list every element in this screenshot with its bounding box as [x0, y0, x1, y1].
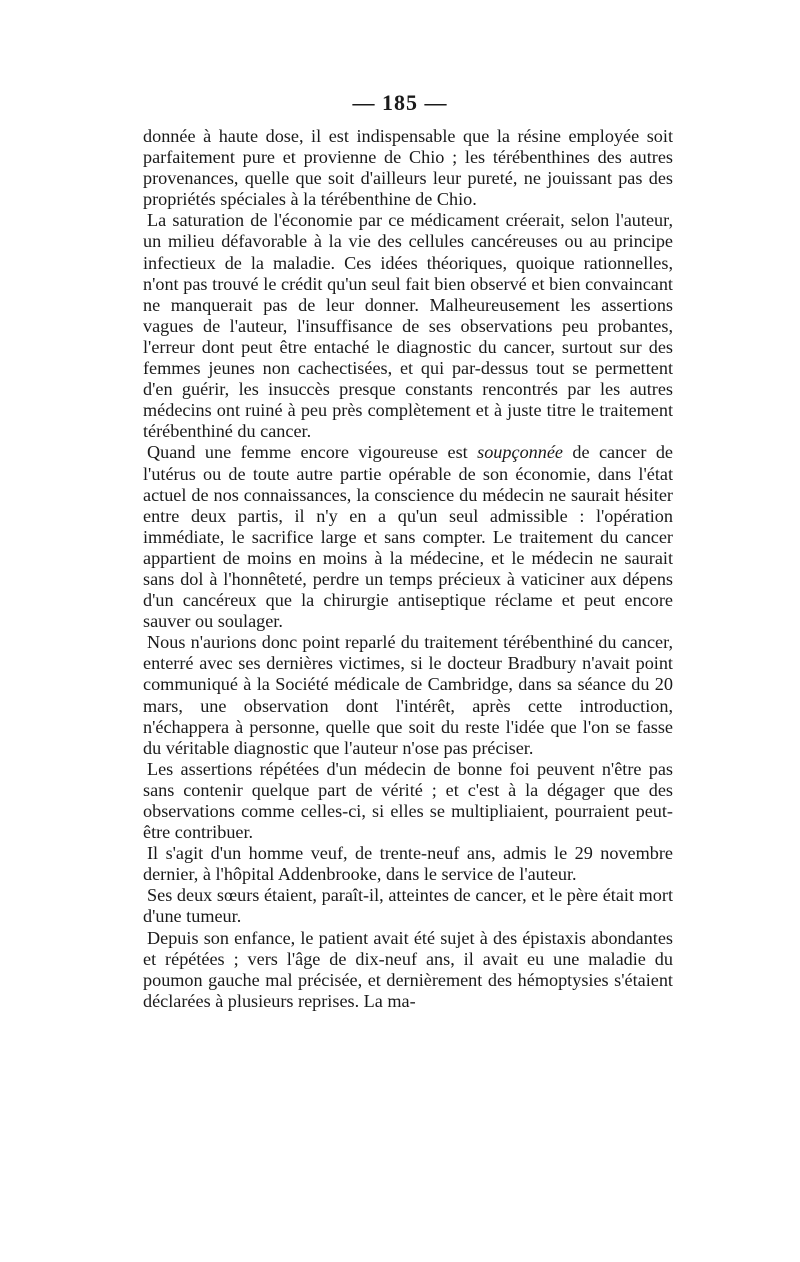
paragraph: La saturation de l'économie par ce médicament créerait, selon l'auteur, un milieu défavorable à la vie des cellules cancéreuses ou au principe infectieux de la maladie. Ces idées théoriques, quoique rationnelles, n'ont pas trouvé le crédit qu'un seul fait bien observé et bien convaincant ne manquerait pas de leur donner. Malheureusement les assertions vagues de l'auteur, l'insuffisance de ses observations peu probantes, l'erreur dont peut être entaché le diagnostic du cancer, surtout sur des femmes jeunes non cachectisées, et qui par-dessus tout se permettent d'en guérir, les insuccès presque constants rencontrés par les autres médecins ont ruiné à peu près complètement et à juste titre le traitement térébenthiné du cancer. — [143, 210, 673, 442]
paragraph-text: Quand une femme encore vigoureuse est — [147, 442, 478, 463]
emphasized-word: soupçonnée — [477, 442, 563, 463]
paragraph: Ses deux sœurs étaient, paraît-il, atteintes de cancer, et le père était mort d'une tumeur. — [143, 885, 673, 927]
paragraph: Les assertions répétées d'un médecin de bonne foi peuvent n'être pas sans contenir quelque part de vérité ; et c'est à la dégager que des observations comme celles-ci, si elles se multipliaient, pourraient peut-être contribuer. — [143, 758, 673, 843]
paragraph: Nous n'aurions donc point reparlé du traitement térébenthiné du cancer, enterré avec ses dernières victimes, si le docteur Bradbury n'avait point communiqué à la Société médicale de Cambridge, dans sa séance du 20 mars, une observation dont l'intérêt, après cette introduction, n'échappera à personne, quelle que soit du reste l'idée que l'on se fasse du véritable diagnostic que l'auteur n'ose pas préciser. — [143, 632, 673, 758]
paragraph: Depuis son enfance, le patient avait été sujet à des épistaxis abondantes et répétées ; vers l'âge de dix-neuf ans, il avait eu une maladie du poumon gauche mal précisée, et dernièrement des hémoptysies s'étaient déclarées à plusieurs reprises. La ma- — [143, 927, 673, 1011]
paragraph — [143, 442, 673, 632]
page-number: — 185 — — [352, 90, 448, 115]
paragraph: Il s'agit d'un homme veuf, de trente-neuf ans, admis le 29 novembre dernier, à l'hôpital Addenbrooke, dans le service de l'auteur. — [143, 843, 673, 885]
body-text — [143, 126, 673, 1012]
paragraph: donnée à haute dose, il est indispensable que la résine employée soit parfaitement pure et provienne de Chio ; les térébenthines des autres provenances, quelle que soit d'ailleurs leur pureté, ne jouissant pas des propriétés spéciales à la térébenthine de Chio. — [143, 126, 673, 210]
paragraph-text: de cancer de l'utérus ou de toute autre partie opérable de son économie, dans l'état actuel de nos connaissances, la conscience du médecin ne saurait hésiter entre deux partis, il n'y en a qu'un seul admissible : l'opération immédiate, le sacrifice large et sans compter. Le traitement du cancer appartient de moins en moins à la médecine, et le médecin ne saurait sans dol à l'honnêteté, perdre un temps précieux à vaticiner aux dépens d'un cancéreux que la chirurgie antiseptique réclame et peut encore sauver ou soulager. — [143, 442, 673, 632]
